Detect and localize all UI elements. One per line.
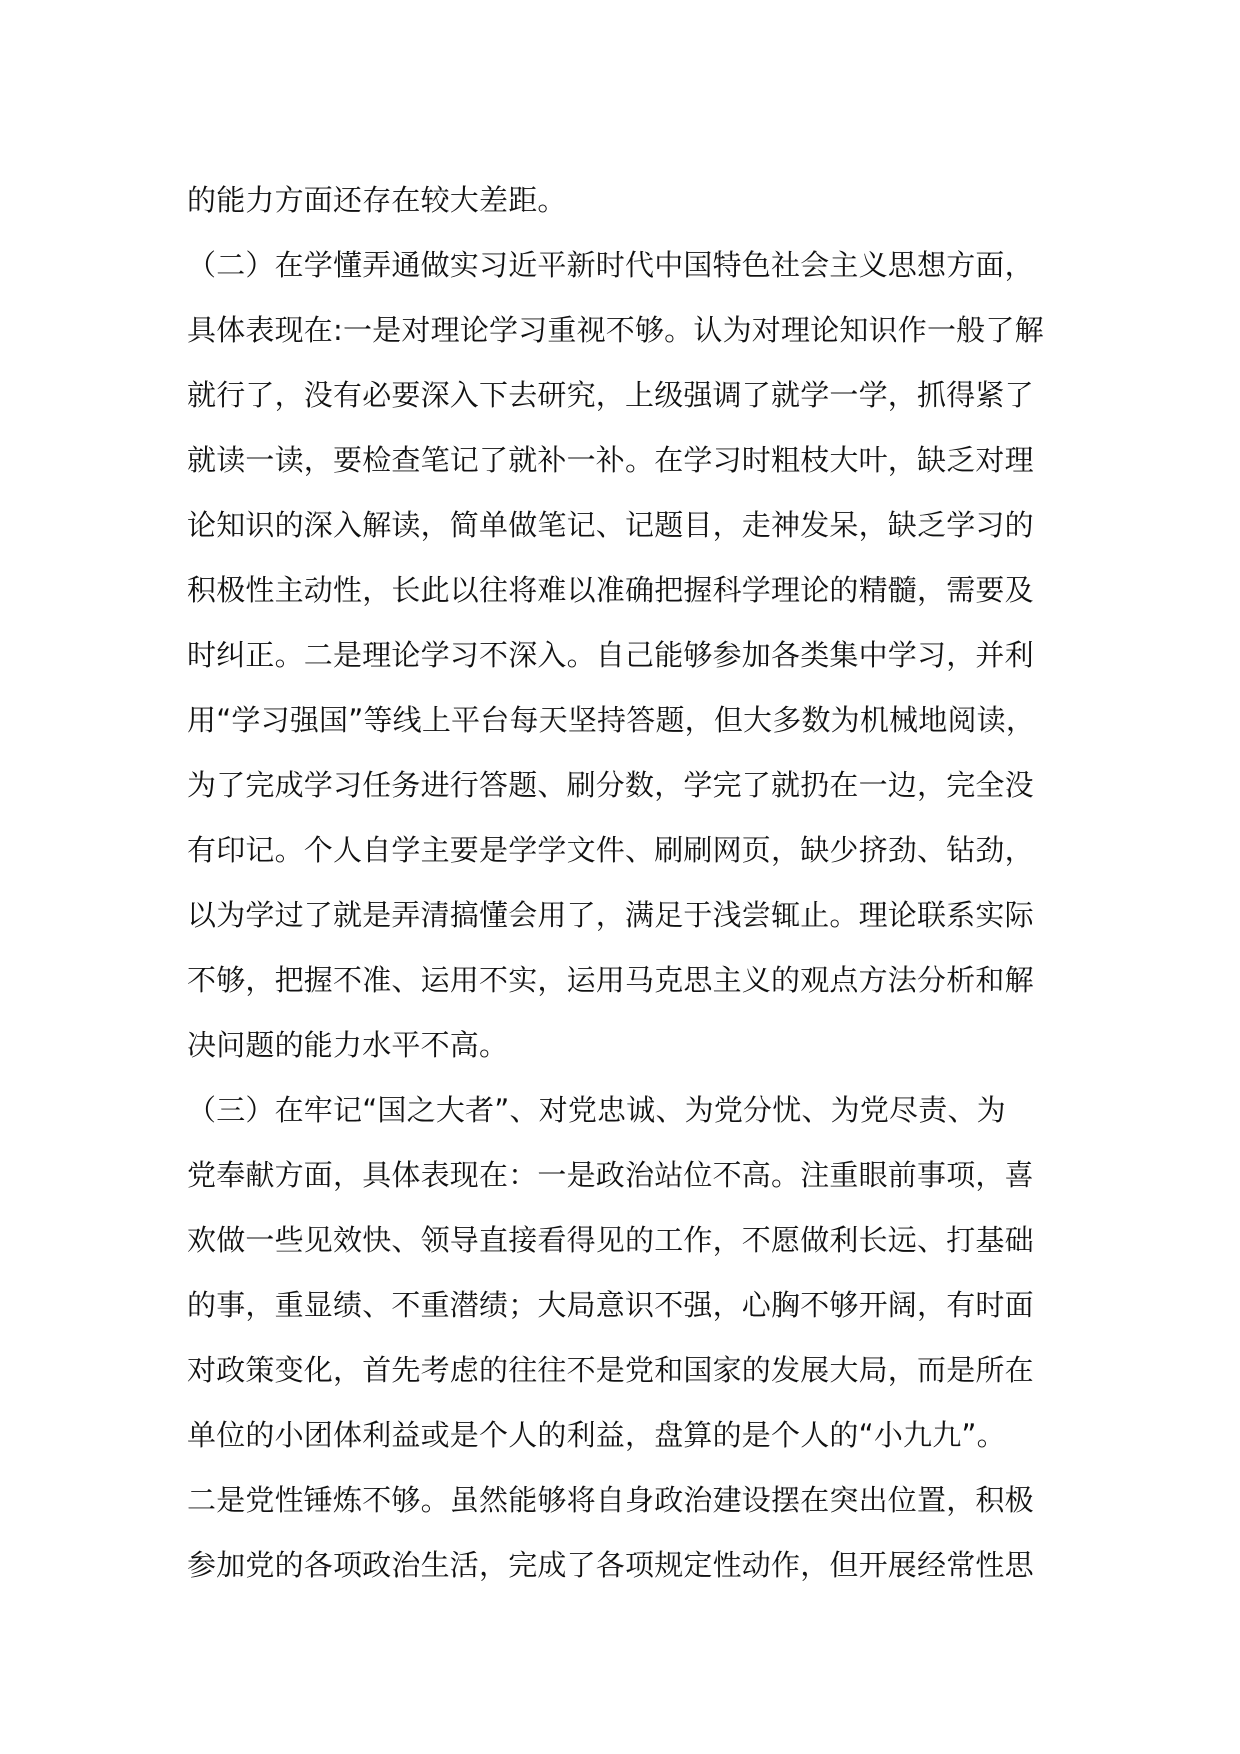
text-line: 为了完成学习任务进行答题、刷分数，学完了就扔在一边，完全没 — [187, 768, 1034, 802]
text-line: 积极性主动性，长此以往将难以准确把握科学理论的精髓，需要及 — [187, 573, 1034, 607]
text-line: 单位的小团体利益或是个人的利益，盘算的是个人的“小九九”。 — [187, 1418, 1006, 1452]
text-line: 就读一读，要检查笔记了就补一补。在学习时粗枝大叶，缺乏对理 — [187, 443, 1034, 477]
text-line: 有印记。个人自学主要是学学文件、刷刷网页，缺少挤劲、钻劲， — [187, 833, 1034, 867]
text-line: 就行了，没有必要深入下去研究，上级强调了就学一学，抓得紧了 — [187, 378, 1034, 412]
text-line: （三）在牢记“国之大者”、对党忠诚、为党分忧、为党尽责、为 — [187, 1093, 1006, 1127]
text-line: 对政策变化，首先考虑的往往不是党和国家的发展大局，而是所在 — [187, 1353, 1034, 1387]
text-line: 的能力方面还存在较大差距。 — [187, 183, 567, 217]
text-line: 时纠正。二是理论学习不深入。自己能够参加各类集中学习，并利 — [187, 638, 1034, 672]
text-line: 欢做一些见效快、领导直接看得见的工作，不愿做利长远、打基础 — [187, 1223, 1034, 1257]
text-line: 的事，重显绩、不重潜绩；大局意识不强，心胸不够开阔，有时面 — [187, 1288, 1034, 1322]
text-line: 用“学习强国”等线上平台每天坚持答题，但大多数为机械地阅读， — [187, 703, 1036, 737]
text-line: 论知识的深入解读，简单做笔记、记题目，走神发呆，缺乏学习的 — [187, 508, 1034, 542]
text-line: 参加党的各项政治生活，完成了各项规定性动作，但开展经常性思 — [187, 1548, 1034, 1582]
document-body — [187, 168, 1087, 1598]
text-line: 不够，把握不准、运用不实，运用马克思主义的观点方法分析和解 — [187, 963, 1034, 997]
text-line: （二）在学懂弄通做实习近平新时代中国特色社会主义思想方面， — [187, 248, 1034, 282]
text-line: 决问题的能力水平不高。 — [187, 1028, 509, 1062]
text-line: 以为学过了就是弄清搞懂会用了，满足于浅尝辄止。理论联系实际 — [187, 898, 1034, 932]
text-line: 二是党性锤炼不够。虽然能够将自身政治建设摆在突出位置，积极 — [187, 1483, 1034, 1517]
text-line: 党奉献方面，具体表现在：一是政治站位不高。注重眼前事项，喜 — [187, 1158, 1034, 1192]
text-line: 具体表现在:一是对理论学习重视不够。认为对理论知识作一般了解 — [187, 313, 1044, 347]
